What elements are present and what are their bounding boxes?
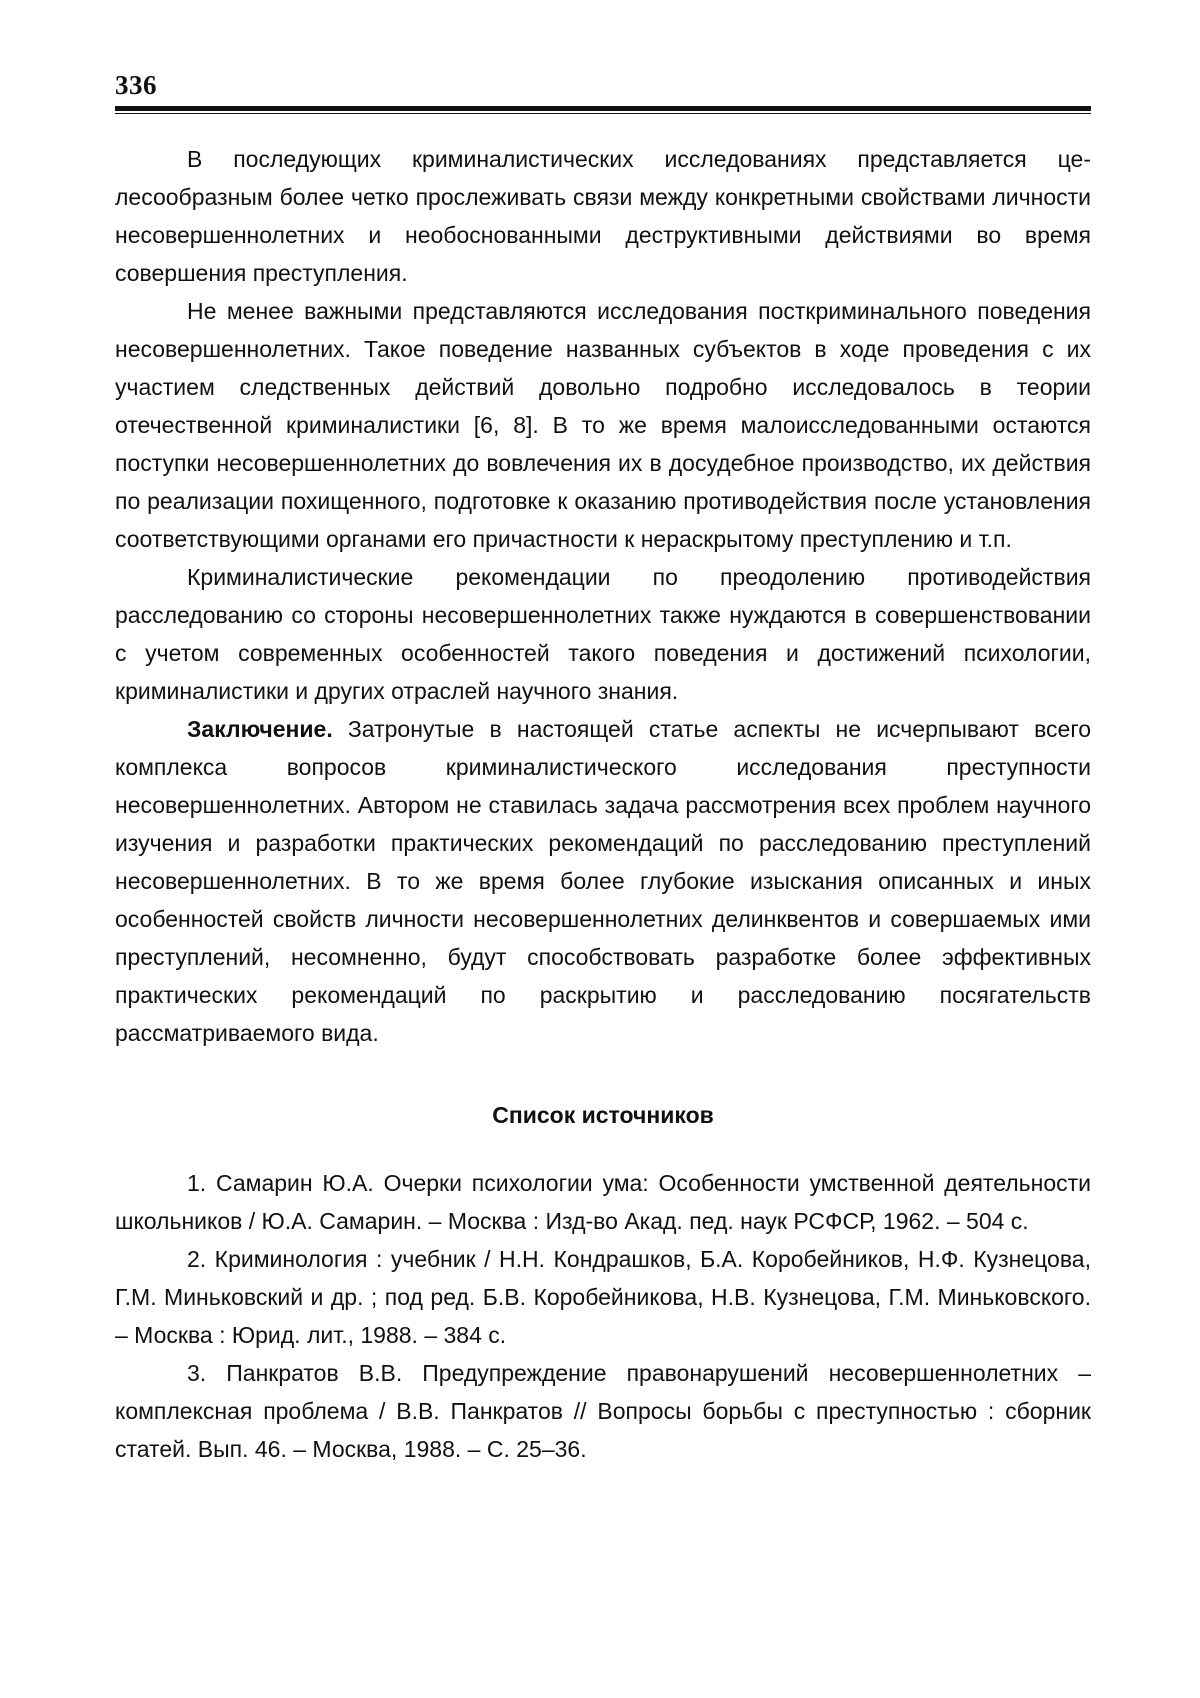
reference-item: 2. Криминология : учебник / Н.Н. Кондрашков, Б.А. Коробейников, Н.Ф. Кузнецова, Г.М. Миньковский и др. ; под ред. Б.В. Коробейникова, Н.В. Кузнецова, Г.М. Миньковского. – Москва : Юрид. лит., 1988. – 384 с. <box>115 1246 1091 1348</box>
references-list <box>115 1164 1091 1468</box>
conclusion-text: Затронутые в настоящей статье аспекты не исчерпывают всего комплекса вопросов криминалистического исследования преступности несовершеннолетних. Автором не ставилась задача рассмотрения всех проблем научного изучения и разработки практических рекомендаций по расследованию преступлений несовершеннолетних. В то же время более глубокие изыскания описанных и иных особенностей свойств личности несовершеннолетних делинквентов и совершаемых ими преступлений, несомненно, будут способствовать разработке более эффективных практических рекомендаций по раскрытию и расследованию посягательств рассматриваемого вида. <box>115 716 1091 1046</box>
paragraph-conclusion <box>115 710 1091 1052</box>
references-title: Список источников <box>492 1102 714 1128</box>
conclusion-heading: Заключение. <box>187 716 333 742</box>
document-page <box>115 70 1091 1468</box>
paragraph-3: Криминалистические рекомендации по преодолению противодействия расследованию со стороны несовершеннолетних также нуждаются в совершенствовании с учетом современных особенностей такого поведения и достижений психологии, криминалистики и других отраслей научного знания. <box>115 564 1091 704</box>
paragraph-1: В последующих криминалистических исследованиях представляется целесообразным более четко прослеживать связи между конкретными свойствами личности несовершеннолетних и необоснованными деструктивными действиями во время совершения преступления. <box>115 146 1091 286</box>
reference-item: 1. Самарин Ю.А. Очерки психологии ума: Особенности умственной деятельности школьников / Ю.А. Самарин. – Москва : Изд-во Акад. пед. наук РСФСР, 1962. – 504 с. <box>115 1170 1091 1234</box>
header-rule <box>115 106 1091 114</box>
article-body <box>115 140 1091 1052</box>
paragraph-2: Не менее важными представляются исследования посткриминального поведения несовершеннолетних. Такое поведение названных субъектов в ходе проведения с их участием следственных действий довольно подробно исследовалось в теории отечественной криминалистики [6, 8]. В то же время малоисследованными остаются поступки несовершеннолетних до вовлечения их в досудебное производство, их действия по реализации похищенного, подготовке к оказанию противодействия после установления соответствующими органами его причастности к нераскрытому преступлению и т.п. <box>115 298 1091 552</box>
reference-item: 3. Панкратов В.В. Предупреждение правонарушений несовершеннолетних – комплексная проблема / В.В. Панкратов // Вопросы борьбы с преступностью : сборник статей. Вып. 46. – Москва, 1988. – С. 25–36. <box>115 1360 1091 1462</box>
page-number: 336 <box>115 70 157 100</box>
